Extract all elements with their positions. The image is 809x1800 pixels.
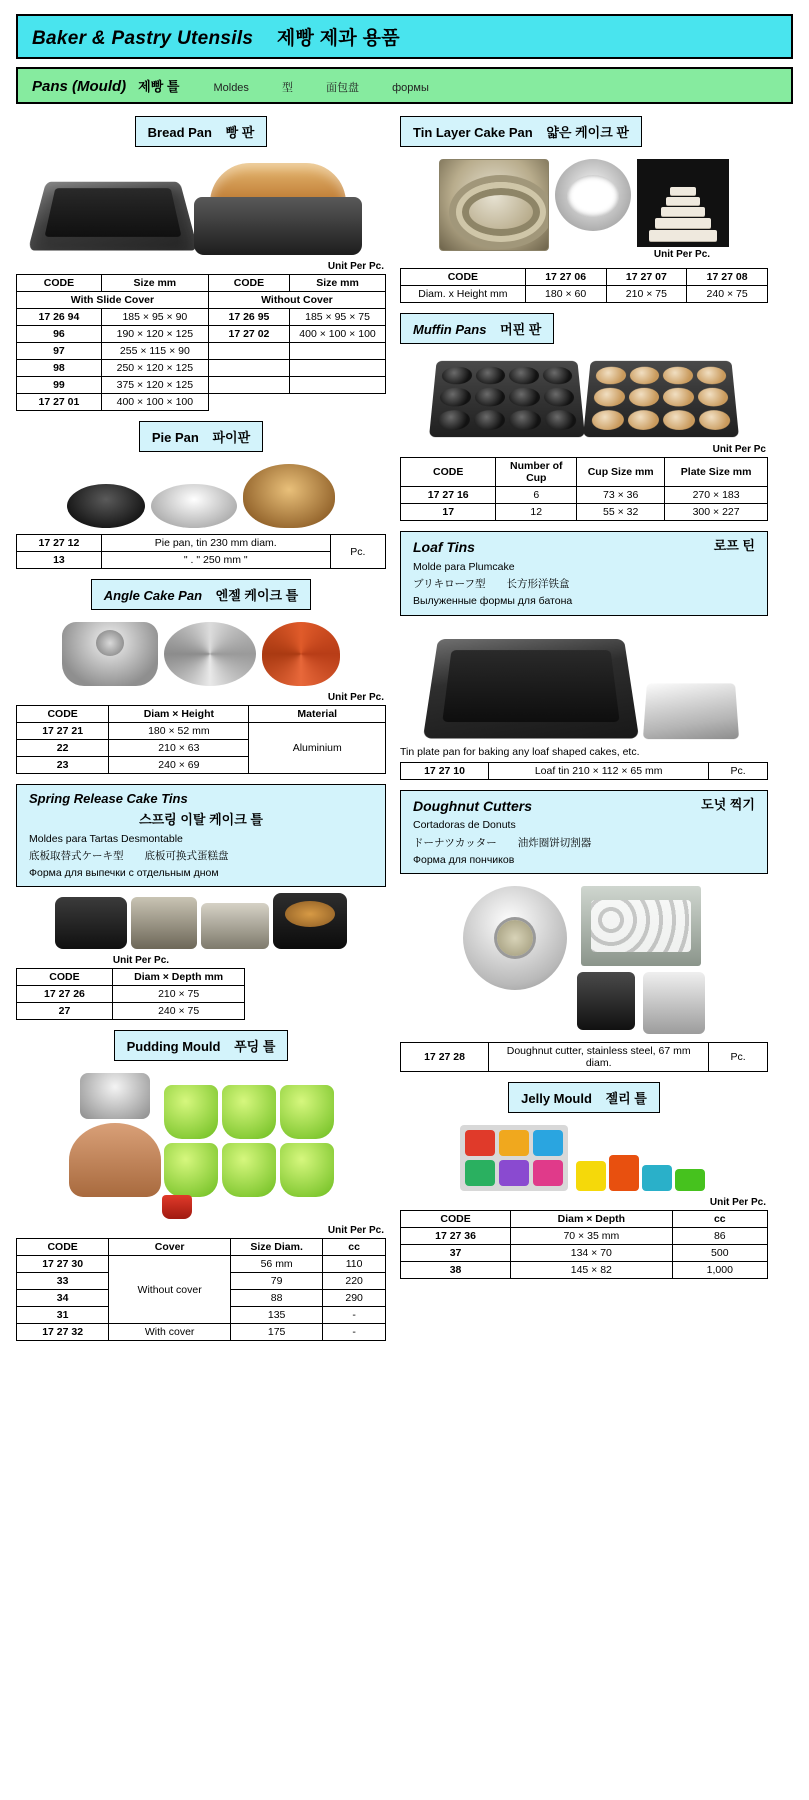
col-code: CODE [401,269,526,286]
jelly-mould-title [508,1082,660,1113]
spring-release-alt-ru: Форма для выпечки с отдельным дном [29,867,219,880]
table-row [17,394,386,411]
layer-cake-photo [637,159,729,247]
section-alt-names [213,79,458,95]
table-header-row [17,275,386,292]
cell-code-2: 17 27 02 [208,326,289,343]
col-cc: cc [672,1211,767,1228]
spring-release-title-korean: 스프링 이탈 케이크 틀 [139,811,263,827]
tin-layer-cake-pan-title-text: Tin Layer Cake Pan [413,125,533,140]
col-diam-depth: Diam × Depth [511,1211,672,1228]
col-cover: Cover [109,1239,231,1256]
nested-tins-photo [439,159,549,251]
cell-size: 210 × 75 [112,986,244,1003]
doughnut-cutters-alt-es: Cortadoras de Donuts [413,819,516,832]
cell-code: 23 [17,757,109,774]
table-row [17,1003,245,1020]
cell-cc: 290 [323,1290,386,1307]
page-title-korean: 제빵 제과 용품 [276,28,400,49]
jelly-mould-title-korean: 젤리 틀 [605,1091,647,1106]
cell-code: 97 [17,343,102,360]
pie-pan-title-korean: 파이판 [212,430,251,445]
angle-cake-pan-title [91,579,311,610]
cell-material: Aluminium [249,723,386,774]
cell-cc: 220 [323,1273,386,1290]
pudding-green-photo [164,1143,218,1197]
group-without-cover: Without Cover [208,292,385,309]
pie-pan-title-text: Pie Pan [151,430,199,445]
cell-value: 180 × 60 [525,286,606,303]
cell-cover: With cover [109,1324,231,1341]
loaf-tins-alt-es: Molde para Plumcake [413,560,515,573]
bread-pan-title-text: Bread Pan [147,125,212,140]
angle-cake-pan-images [16,622,386,686]
cell-size: 190 × 120 × 125 [101,326,208,343]
jelly-cup-photo [642,1165,672,1191]
jelly-tray-photo [460,1125,568,1191]
table-row [401,1262,768,1279]
cell-empty [290,343,386,360]
cell-value: 240 × 75 [687,286,768,303]
cell-cup-size: 73 × 36 [577,487,665,504]
pudding-steel-photo [80,1073,150,1119]
col-code: CODE [401,1211,511,1228]
muffin-pans-section [400,313,768,521]
cell-code: 96 [17,326,102,343]
cell-size: 175 [231,1324,323,1341]
spring-release-images [16,893,386,949]
table-header-row [17,969,245,986]
cell-empty [290,360,386,377]
doughnut-cutters-alt-cjk: ドーナツカッター 油炸圈饼切割器 [413,836,592,849]
pudding-green-photo [222,1085,276,1139]
spring-release-table [16,968,245,1020]
cell-code: 34 [17,1290,109,1307]
cell-cover: Without cover [109,1256,231,1324]
cell-size: 88 [231,1290,323,1307]
table-row [17,377,386,394]
pie-pan-section [16,421,386,569]
col-diam-height: Diam × Height [109,706,249,723]
cell-code: 17 27 30 [17,1256,109,1273]
table-row [401,1043,768,1072]
jelly-mould-unit: Unit Per Pc. [709,1197,766,1208]
col-code: CODE [17,1239,109,1256]
cell-size: 135 [231,1307,323,1324]
cell-code: 37 [401,1245,511,1262]
doughnut-cutters-table [400,1042,768,1072]
cell-code: 27 [17,1003,113,1020]
cell-code: 99 [17,377,102,394]
cell-value: 210 × 75 [606,286,687,303]
cell-size: 180 × 52 mm [109,723,249,740]
cell-size: 250 × 120 × 125 [101,360,208,377]
jelly-mould-section [400,1082,768,1279]
cell-row-label: Diam. x Height mm [401,286,526,303]
cell-code: 33 [17,1273,109,1290]
muffin-pans-table [400,457,768,521]
pudding-green-photo [222,1143,276,1197]
cell-code: 17 27 16 [401,487,496,504]
loaf-tin-black-photo [423,639,639,738]
cell-size: 134 × 70 [511,1245,672,1262]
section-banner [16,67,793,104]
spring-release-title-text: Spring Release Cake Tins [29,791,188,806]
angle-cake-pan-table [16,705,386,774]
cell-cups: 12 [496,504,577,521]
jelly-mould-table [400,1210,768,1279]
bread-loaf-photo [194,159,364,255]
pudding-mould-images [16,1073,386,1197]
cell-size-2: 185 × 95 × 75 [290,309,386,326]
cell-code: 31 [17,1307,109,1324]
pudding-green-photo [164,1085,218,1139]
cell-size-2: 400 × 100 × 100 [290,326,386,343]
cell-code: 98 [17,360,102,377]
pudding-mould-table [16,1238,386,1341]
cell-code: 17 27 28 [401,1043,489,1072]
col-plate-size: Plate Size mm [665,458,768,487]
muffin-pans-title-text: Muffin Pans [413,322,487,337]
spring-release-section [16,784,386,1020]
col-code-1727-06: 17 27 06 [525,269,606,286]
table-row [401,1228,768,1245]
col-code-1727-07: 17 27 07 [606,269,687,286]
cell-code: 17 27 26 [17,986,113,1003]
jelly-cups-group [576,1155,708,1191]
cell-code: 17 [401,504,496,521]
cell-cups: 6 [496,487,577,504]
spring-tin-photo-1 [55,897,127,949]
table-row [17,1256,386,1273]
alt-name-jp: 型 [282,82,293,94]
cell-cup-size: 55 × 32 [577,504,665,521]
cell-size: 375 × 120 × 125 [101,377,208,394]
cell-plate-size: 270 × 183 [665,487,768,504]
pudding-copper-photo [69,1123,161,1197]
right-column [400,116,768,1341]
doughnut-cutter-steel-photo [643,972,705,1034]
jelly-cup-photo [609,1155,639,1191]
cell-empty [290,377,386,394]
spring-release-alt-cjk: 底板取替式ケーキ型 底板可换式蛋糕盘 [29,849,229,862]
cell-cc: 110 [323,1256,386,1273]
cell-cc: - [323,1307,386,1324]
cell-empty [208,343,289,360]
alt-name-es: Moldes [213,82,249,94]
col-cc: cc [323,1239,386,1256]
col-size-diam: Size Diam. [231,1239,323,1256]
page-title: Baker & Pastry Utensils [32,28,254,49]
doughnut-cutters-title [400,790,768,875]
cell-empty [290,394,386,411]
cell-code: 17 27 32 [17,1324,109,1341]
col-code: CODE [401,458,496,487]
muffin-tray-empty-photo [429,361,585,437]
cell-code: 17 27 12 [17,535,102,552]
cell-cc: 500 [672,1245,767,1262]
cell-code: 22 [17,740,109,757]
table-row [17,535,386,552]
alt-name-ru: формы [392,82,429,94]
cake-ring-photo [555,159,631,231]
spring-release-alt-es: Moldes para Tartas Desmontable [29,832,183,845]
cell-size: 240 × 75 [112,1003,244,1020]
spring-tin-photo-3 [201,903,269,949]
doughnut-cutter-black-photo [577,972,635,1030]
table-header-row [401,1211,768,1228]
pudding-green-group [164,1085,334,1197]
cell-cc: - [323,1324,386,1341]
table-row [401,762,768,779]
col-code-2: CODE [208,275,289,292]
col-code: CODE [17,706,109,723]
table-row [17,723,386,740]
cell-code-2: 17 26 95 [208,309,289,326]
table-row [401,1245,768,1262]
jelly-cup-photo [576,1161,606,1191]
pudding-green-photo [280,1085,334,1139]
loaf-tins-table [400,762,768,780]
angle-cake-pan-section [16,579,386,774]
angel-pan-photo-1 [62,622,158,686]
cell-code: 13 [17,552,102,569]
col-diam-depth: Diam × Depth mm [112,969,244,986]
cell-unit: Pc. [709,762,768,779]
muffin-tray-filled-photo [583,361,739,437]
angel-pan-photo-2 [164,622,256,686]
spring-release-title [16,784,386,887]
doughnut-cutters-title-text: Doughnut Cutters [413,797,532,814]
doughnut-cutters-title-korean: 도넛 찍기 [701,796,755,812]
cell-size: 79 [231,1273,323,1290]
tin-layer-cake-pan-section [400,116,768,303]
table-row [17,343,386,360]
tin-layer-cake-pan-table [400,268,768,303]
cell-size: 255 × 115 × 90 [101,343,208,360]
cell-code: 38 [401,1262,511,1279]
bread-pan-section [16,116,386,411]
col-cup-size: Cup Size mm [577,458,665,487]
table-header-row [401,269,768,286]
angle-cake-pan-unit: Unit Per Pc. [327,692,384,703]
doughnut-cutter-photo [463,886,567,990]
cell-size: 210 × 63 [109,740,249,757]
group-with-slide-cover: With Slide Cover [17,292,209,309]
bread-pan-title [135,116,268,147]
cell-code: 17 27 21 [17,723,109,740]
section-title-korean: 제빵 틀 [138,79,180,94]
muffin-pans-title-korean: 머핀 판 [500,322,542,337]
cell-cc: 1,000 [672,1262,767,1279]
tin-layer-unit: Unit Per Pc. [653,249,711,260]
section-title: Pans (Mould) [32,78,127,95]
bread-pan-photo [28,182,199,251]
jelly-cup-photo [675,1169,705,1191]
pudding-red-photo [162,1195,192,1219]
cell-code: 17 26 94 [17,309,102,326]
table-header-row [401,458,768,487]
jelly-mould-title-text: Jelly Mould [521,1091,592,1106]
bread-pan-title-korean: 빵 판 [225,125,255,140]
loaf-tins-alt-ru: Вылуженные формы для батона [413,595,573,608]
pudding-green-photo [280,1143,334,1197]
col-code: CODE [17,969,113,986]
angle-cake-pan-title-text: Angle Cake Pan [103,588,203,603]
cell-description: Pie pan, tin 230 mm diam. [101,535,330,552]
tin-layer-images [400,159,768,262]
pudding-mould-title-korean: 푸딩 틀 [234,1039,276,1055]
spring-tin-photo-2 [131,897,197,949]
pudding-mould-title-text: Pudding Mould [126,1039,221,1055]
table-header-row [17,706,386,723]
pie-baked-photo [243,464,335,528]
doughnut-cutters-section [400,790,768,1073]
table-row [17,986,245,1003]
table-header-row [17,1239,386,1256]
cell-description: " . " 250 mm " [101,552,330,569]
loaf-tins-section [400,531,768,780]
loaf-tins-title-text: Loaf Tins [413,539,475,555]
pudding-mould-unit: Unit Per Pc. [327,1225,384,1237]
table-row [401,286,768,303]
cell-size: 400 × 100 × 100 [101,394,208,411]
jelly-mould-images [400,1125,768,1191]
pie-pan-table [16,534,386,569]
cell-size: 185 × 95 × 90 [101,309,208,326]
loaf-tins-alt-cjk: ブリキローフ型 长方形洋铁盒 [413,578,570,591]
cell-unit: Pc. [330,535,385,569]
cell-size: 240 × 69 [109,757,249,774]
cell-description: Loaf tin 210 × 112 × 65 mm [489,762,709,779]
loaf-tin-silver-photo [643,683,739,739]
left-column [16,116,386,1341]
muffin-pans-images [400,356,768,438]
angel-pan-photo-3 [262,622,340,686]
pie-pan-title [139,421,263,452]
bread-pan-unit: Unit Per Pc. [327,261,384,272]
pie-pan-dark-photo [67,484,145,528]
table-row [17,360,386,377]
cell-code: 17 27 36 [401,1228,511,1245]
table-row [17,1324,386,1341]
cell-description: Doughnut cutter, stainless steel, 67 mm diam. [489,1043,709,1072]
loaf-tins-title-korean: 로프 틴 [713,538,755,553]
tin-layer-cake-pan-title-korean: 얇은 케이크 판 [546,125,629,140]
pie-pan-images [16,464,386,528]
muffin-pans-unit: Unit Per Pc [712,444,766,455]
col-code: CODE [17,275,102,292]
doughnut-cutters-images [400,886,768,1034]
loaf-tins-caption: Tin plate pan for baking any loaf shaped cakes, etc. [400,745,640,758]
cell-empty [208,360,289,377]
col-size-2: Size mm [290,275,386,292]
table-row [401,504,768,521]
loaf-tins-images [400,630,768,740]
doughnut-tray-photo [581,886,701,966]
cell-cc: 86 [672,1228,767,1245]
pudding-mould-section [16,1030,386,1341]
cell-empty [208,394,289,411]
table-row [17,309,386,326]
loaf-tins-title [400,531,768,616]
spring-release-unit: Unit Per Pc. [112,955,170,967]
table-row [17,326,386,343]
cell-size: 145 × 82 [511,1262,672,1279]
col-size: Size mm [101,275,208,292]
angle-cake-pan-title-korean: 엔젤 케이크 틀 [215,588,299,603]
cell-code: 17 27 10 [401,762,489,779]
bread-pan-images [16,159,386,255]
cell-size: 70 × 35 mm [511,1228,672,1245]
alt-name-cn: 面包盘 [326,82,360,94]
cell-empty [208,377,289,394]
cell-size: 56 mm [231,1256,323,1273]
table-group-row [17,292,386,309]
muffin-pans-title [400,313,554,344]
content-columns [16,116,793,1341]
tin-layer-cake-pan-title [400,116,642,147]
pudding-mould-title [114,1030,289,1061]
bread-pan-table [16,274,386,411]
col-number-of-cup: Number of Cup [496,458,577,487]
doughnut-cutters-alt-ru: Форма для пончиков [413,853,515,866]
pie-pan-silver-photo [151,484,237,528]
cell-plate-size: 300 × 227 [665,504,768,521]
cell-code: 17 27 01 [17,394,102,411]
spring-tin-photo-4 [273,893,347,949]
col-code-1727-08: 17 27 08 [687,269,768,286]
cell-unit: Pc. [709,1043,768,1072]
col-material: Material [249,706,386,723]
page-title-banner [16,14,793,59]
table-row [401,487,768,504]
